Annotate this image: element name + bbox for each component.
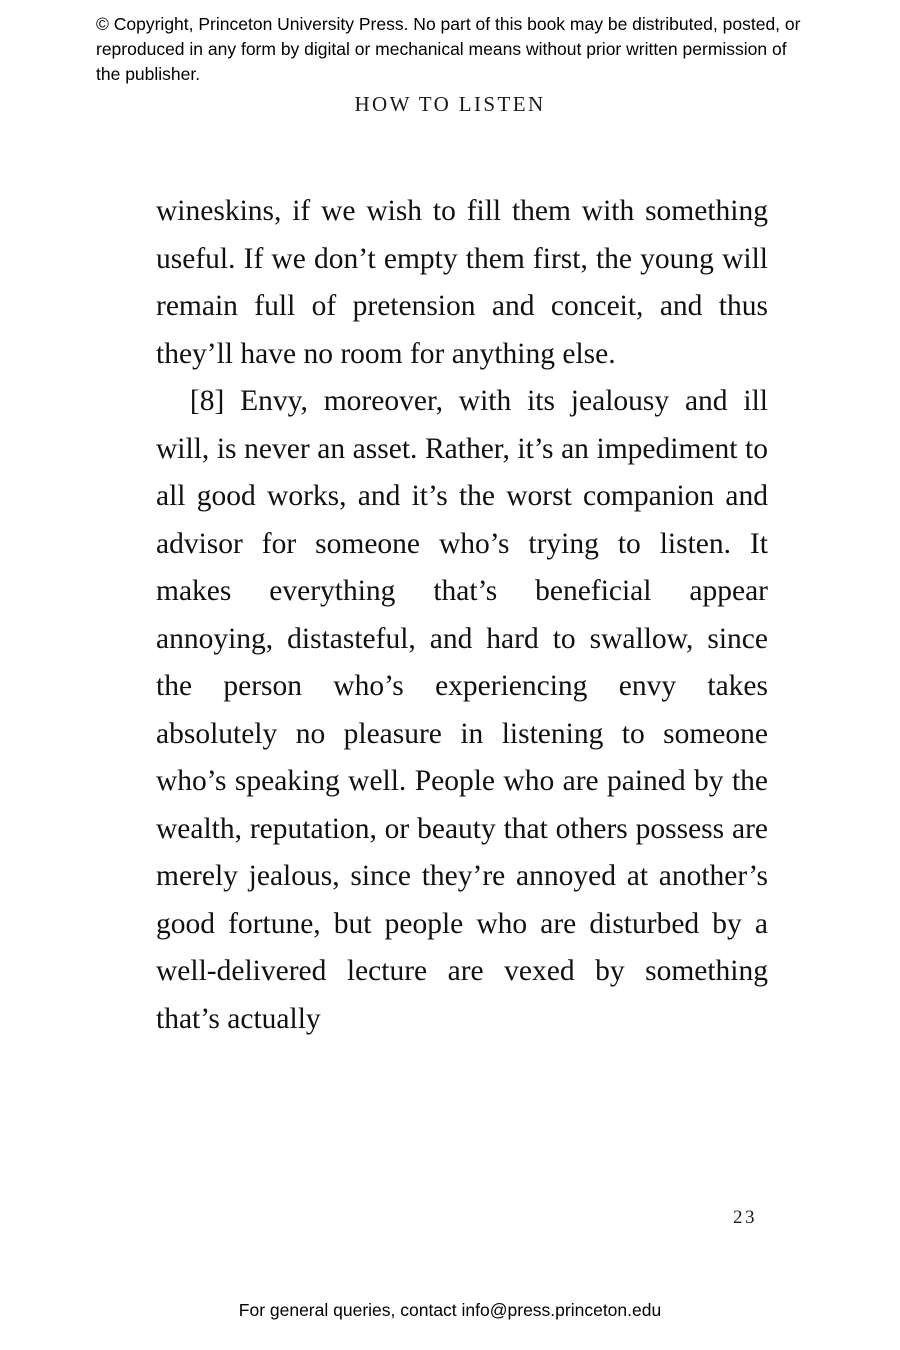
page-body xyxy=(156,188,768,1043)
running-head: HOW TO LISTEN xyxy=(354,92,546,116)
body-paragraph-1: wineskins, if we wish to fill them with something useful. If we don’t empty them first, the young will remain full of pretension and conceit, and thus they’ll have no room for anything else. xyxy=(156,195,768,370)
body-paragraph-2: [8] Envy, moreover, with its jealousy and ill will, is never an asset. Rather, it’s an impediment to all good works, and it’s the worst companion and advisor for someone who’s trying to listen. It makes everything that’s beneficial appear annoying, distasteful, and hard to swallow, since the person who’s experiencing envy takes absolutely no pleasure in listening to someone who’s speaking well. People who are pained by the wealth, reputation, or beauty that others possess are merely jealous, since they’re annoyed at another’s good fortune, but people who are disturbed by a well-delivered lecture are vexed by something that’s actually xyxy=(156,385,768,1035)
footer-queries-notice: For general queries, contact info@press.princeton.edu xyxy=(238,1300,662,1320)
page-number: 23 xyxy=(733,1207,757,1228)
copyright-notice: © Copyright, Princeton University Press. No part of this book may be distributed, posted, or reproduced in any form by digital or mechanical means without prior written permission of the publisher. xyxy=(96,14,801,84)
